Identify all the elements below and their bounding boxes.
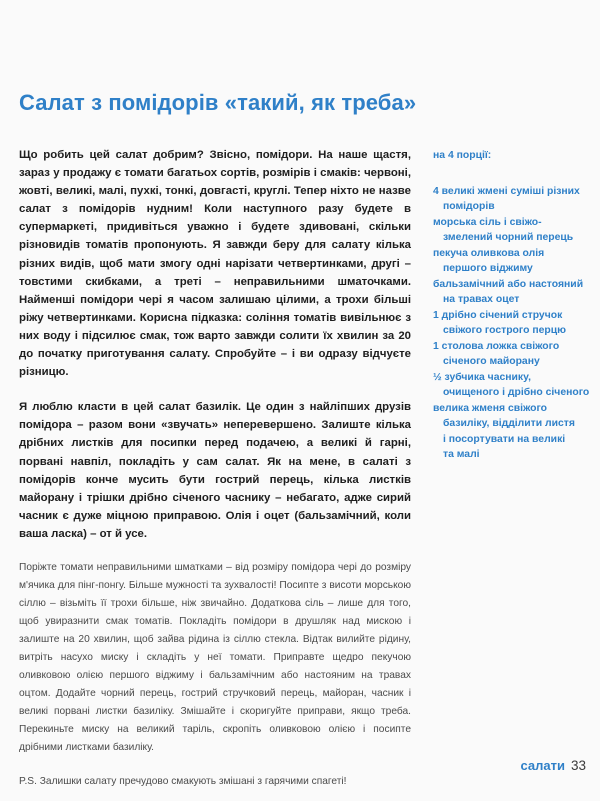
ingredient-item (433, 215, 595, 246)
ingredient-item (433, 339, 595, 370)
servings-label: на 4 порції: (433, 150, 492, 161)
ingredient-line: на травах оцет (443, 294, 520, 305)
postscript: P.S. Залишки салату пречудово смакують змішані з гарячими спагеті! (19, 775, 347, 787)
ingredient-item (433, 184, 595, 215)
ingredient-line: ½ зубчика часнику, (433, 371, 532, 383)
ingredient-line: морська сіль і свіжо- (433, 216, 542, 228)
ingredient-line: першого віджиму (443, 263, 533, 274)
ingredient-line: велика жменя свіжого (433, 402, 547, 414)
ingredient-line: очищеного і дрібно січеного (443, 387, 590, 398)
ingredient-line: змелений чорний перець (443, 232, 574, 243)
ingredient-line: пекуча оливкова олія (433, 247, 545, 259)
ingredient-line: та малі (443, 449, 480, 460)
ingredient-line: 4 великі жмені суміші різних (433, 185, 580, 197)
page-footer (521, 758, 587, 773)
ingredient-list (433, 184, 595, 463)
ingredient-item (433, 277, 595, 308)
ingredient-line: і посортувати на великі (443, 433, 566, 445)
ingredient-item (433, 370, 595, 401)
intro-paragraph: Що робить цей салат добрим? Звісно, помідори. На наше щастя, зараз у продажу є томати багатьох сортів, розмірів і смаків: червоні, жовті, великі, малі, пухкі, тонкі, довгасті, круглі. Тепер ніхто не назве салат з помідорів нудним! Коли наступного разу будете в супермаркеті, придивіться уважно і будете здивовані, скільки різновидів томатів пропонують. Я завжди беру для салату кілька різних видів, щоб мати змогу одні нарізати четвертинками, другі – товстими скибками, а треті – неправильними шматочками. Найменші помідори чері я часом залишаю цілими, а трохи більші ріжу четвертинками. Корисна підказка: соління томатів вивільнює з них воду і підсилює смак, тож варто завжди солити їх хвилин за 20 до початку приготування салату. Спробуйте – і ви одразу відчуєте різницю. (19, 149, 411, 379)
intro-paragraph: Я люблю класти в цей салат базилік. Це один з найліпших друзів помідора – разом вони «звучать» неперевершено. Залиште кілька дрібних листків для посипки перед подачею, а великі й гарні, порвані навпіл, покладіть у сам салат. Як на мене, в салаті з помідорів конче мусить бути гострий перець, кілька листків майорану і трішки дрібно січеного часнику – небагато, адже сирий часник є дуже міцною приправою. Олія і оцет (бальзамічний, коли ваша ласка) – от й усе. (19, 401, 411, 540)
ingredient-item (433, 401, 595, 463)
section-name: салати (520, 758, 565, 773)
ingredient-line: бальзамічний або настояний (433, 278, 584, 290)
recipe-title: Салат з помідорів «такий, як треба» (19, 90, 417, 115)
page-number: 33 (570, 758, 586, 773)
ingredient-line: 1 столова ложка свіжого (433, 340, 560, 352)
recipe-body (19, 146, 411, 801)
ingredient-line: 1 дрібно січений стручок (433, 309, 563, 321)
ingredient-line: січеного майорану (443, 356, 540, 367)
ingredient-line: свіжого гострого перцю (443, 325, 566, 336)
ingredient-line: базиліку, відділити листя (443, 418, 575, 429)
ingredient-item (433, 246, 595, 277)
ingredients-sidebar (433, 148, 595, 463)
ingredient-item (433, 308, 595, 339)
ingredient-line: помідорів (443, 201, 495, 212)
method-paragraph: Поріжте томати неправильними шматками – від розміру помідора чері до розміру м'ячика для пінг-понгу. Більше мужності та зухвалості! Посипте з висоти морською сіллю – візьміть її трохи більше, ніж звичайно. Додаткова сіль – лише для того, щоб увиразнити смак томатів. Покладіть помідори в друшляк над мискою і залиште на 20 хвилин, щоб зайва рідина із сіллю стекла. Відтак вилийте рідину, витріть насухо миску і складіть у неї томати. Приправте щедро пекучою оливковою олією першого віджиму і бальзамічним або настояним на травах оцтом. Додайте чорний перець, гострий стручковий перець, майоран, часник і великі порвані листки базиліку. Змішайте і скоригуйте приправи, якщо треба. Перекиньте миску на великий таріль, скропіть оливковою олією і посипте дрібними листками базиліку. (19, 561, 411, 753)
